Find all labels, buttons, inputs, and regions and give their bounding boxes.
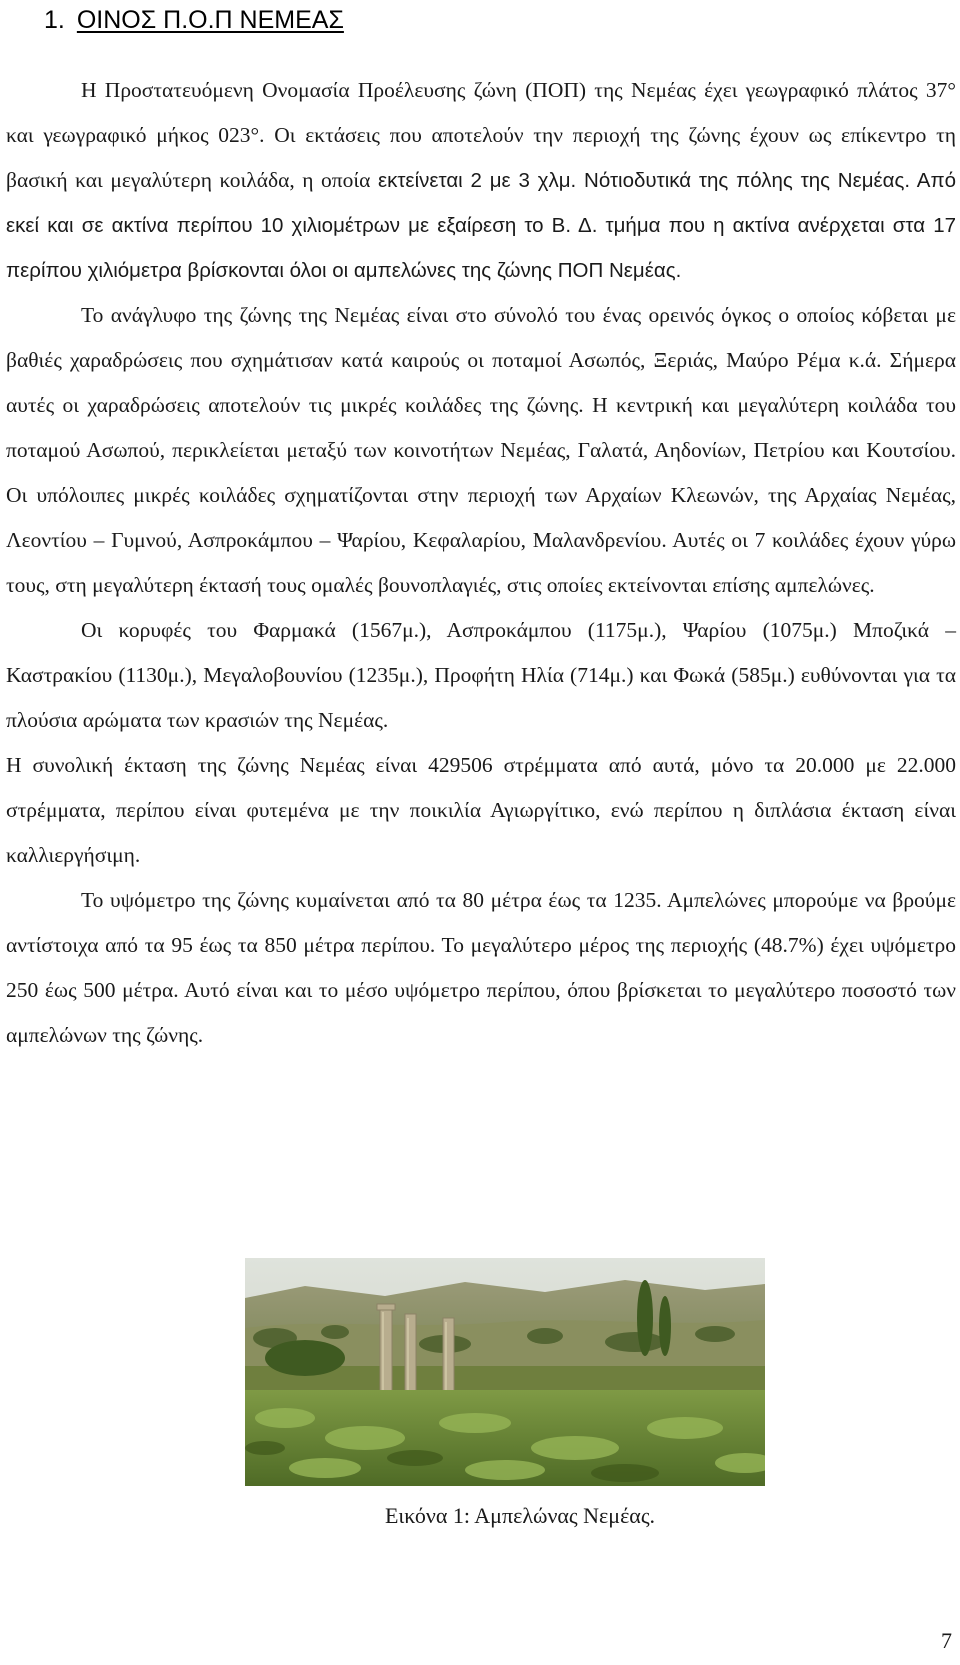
section-title: ΟΙΝΟΣ Π.Ο.Π ΝΕΜΕΑΣ — [76, 6, 344, 34]
figure-caption: Εικόνα 1: Αμπελώνας Νεμέας. — [384, 1503, 656, 1528]
body-text — [6, 68, 956, 1058]
paragraph-location — [6, 68, 956, 293]
section-number: 1. — [44, 6, 65, 34]
paragraph-location-part2: εκτείνεται 2 με 3 χλμ. Νότιοδυτικά της πόλης της Νεμέας. Από εκεί και σε ακτίνα περίπου 10 χιλιομέτρων με εξαίρεση το Β. Δ. τμήμα που η ακτίνα ανέρχεται στα 17 περίπου χιλιόμετρα βρίσκονται όλοι οι αμπελώνες της ζώνης ΠΟΠ Νεμέας. — [6, 169, 957, 282]
vineyard-photo-illustration — [245, 1258, 765, 1486]
paragraph-altitude: Το υψόμετρο της ζώνης κυμαίνεται από τα 80 μέτρα έως τα 1235. Αμπελώνες μπορούμε να βρούμε αντίστοιχα από τα 95 έως τα 850 μέτρα περίπου. Το μεγαλύτερο μέρος της περιοχής (48.7%) έχει υψόμετρο 250 έως 500 μέτρα. Αυτό είναι και το μέσο υψόμετρο περίπου, όπου βρίσκεται το μεγαλύτερο ποσοστό των αμπελώνων της ζώνης. — [6, 888, 956, 1047]
paragraph-relief: Το ανάγλυφο της ζώνης της Νεμέας είναι στο σύνολό του ένας ορεινός όγκος ο οποίος κόβεται με βαθιές χαραδρώσεις που σχημάτισαν κατά καιρούς οι ποταμοί Ασωπός, Ξεριάς, Μαύρο Ρέμα κ.ά. Σήμερα αυτές οι χαραδρώσεις αποτελούν τις μικρές κοιλάδες της ζώνης. Η κεντρική και μεγαλύτερη κοιλάδα του ποταμού Ασωπού, περικλείεται μεταξύ των κοινοτήτων Νεμέας, Γαλατά, Αηδονίων, Πετρίου και Κουτσίου. Οι υπόλοιπες μικρές κοιλάδες σχηματίζονται στην περιοχή των Αρχαίων Κλεωνών, της Αρχαίας Νεμέας, Λεοντίου – Γυμνού, Ασπροκάμπου – Ψαρίου, Κεφαλαρίου, Μαλανδρενίου. Αυτές οι 7 κοιλάδες έχουν γύρω τους, στη μεγαλύτερη έκτασή τους ομαλές βουνοπλαγιές, στις οποίες εκτείνονται επίσης αμπελώνες. — [6, 303, 956, 597]
paragraph-peaks: Οι κορυφές του Φαρμακά (1567μ.), Ασπροκάμπου (1175μ.), Ψαρίου (1075μ.) Μποζικά – Καστρακίου (1130μ.), Μεγαλοβουνίου (1235μ.), Προφήτη Ηλία (714μ.) και Φωκά (585μ.) ευθύνονται για τα πλούσια αρώματα των κρασιών της Νεμέας. — [6, 618, 956, 732]
page-number: 7 — [941, 1628, 952, 1653]
section-heading — [44, 2, 344, 38]
paragraph-area: Η συνολική έκταση της ζώνης Νεμέας είναι 429506 στρέμματα από αυτά, μόνο τα 20.000 με 22.000 στρέμματα, περίπου είναι φυτεμένα με την ποικιλία Αγιωργίτικο, ενώ περίπου η διπλάσια έκταση είναι καλλιεργήσιμη. — [6, 753, 956, 867]
vineyard-photo — [245, 1258, 765, 1486]
paragraph-location-part1: Η Προστατευόμενη Ονομασία Προέλευσης ζώνη (ΠΟΠ) της Νεμέας έχει γεωγραφικό πλάτος 37° και γεωγραφικό μήκος 023°. Οι εκτάσεις που αποτελούν την περιοχή της ζώνης έχουν ως επίκεντρο τη βασική και μεγαλύτερη κοιλάδα, η οποία — [6, 78, 956, 192]
